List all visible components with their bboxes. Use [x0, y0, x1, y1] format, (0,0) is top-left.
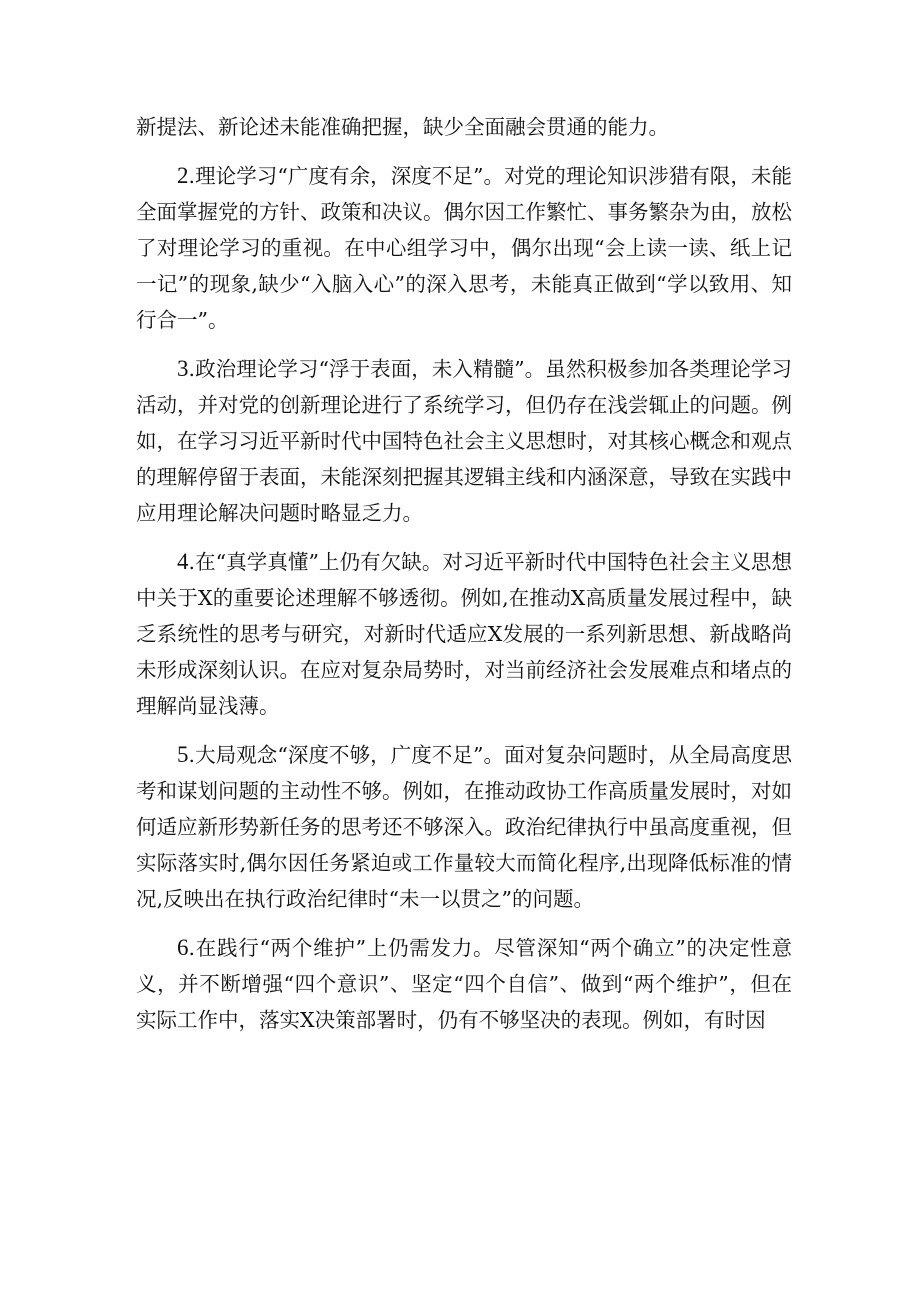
- paragraph-item-6: [136, 930, 792, 1038]
- paragraph-text: .大局观念“深度不够，广度不足”。面对复杂问题时，从全局高度思考和谋划问题的主动性不够。例如，在推动政协工作高质量发展时，对如何适应新形势新任务的思考还不够深入。政治纪律执行中虽高度重视，但实际落实时,偶尔因任务紧迫或工作量较大而简化程序,出现降低标准的情况,反映出在执行政治纪律时“未一以贯之”的问题。: [136, 743, 792, 911]
- paragraph-item-5: [136, 737, 792, 917]
- paragraph-text: .在“真学真懂”上仍有欠缺。对习近平新时代中国特色社会主义思想中关于X的重要论述理解不够透彻。例如,在推动X高质量发展过程中，缺乏系统性的思考与研究，对新时代适应X发展的一系列新思想、新战略尚未形成深刻认识。在应对复杂局势时，对当前经济社会发展难点和堵点的理解尚显浅薄。: [136, 550, 792, 718]
- paragraph-item-2: [136, 158, 792, 338]
- paragraph-text: .政治理论学习“浮于表面，未入精髓”。虽然积极参加各类理论学习活动，并对党的创新理论进行了系统学习，但仍存在浅尝辄止的问题。例如，在学习习近平新时代中国特色社会主义思想时，对其核心概念和观点的理解停留于表面，未能深刻把握其逻辑主线和内涵深意，导致在实践中应用理论解决问题时略显乏力。: [136, 357, 792, 525]
- paragraph-continuation: [136, 109, 792, 145]
- paragraph-item-4: [136, 544, 792, 724]
- paragraph-number: 2: [177, 163, 189, 188]
- paragraph-number: 3: [177, 356, 189, 381]
- paragraph-number: 4: [177, 549, 189, 574]
- paragraph-number: 6: [177, 935, 189, 960]
- document-body: [136, 109, 792, 1051]
- paragraph-text: .在践行“两个维护”上仍需发力。尽管深知“两个确立”的决定性意义，并不断增强“四个意识”、坚定“四个自信”、做到“两个维护”，但在实际工作中，落实X决策部署时，仍有不够坚决的表现。例如，有时因: [136, 936, 792, 1032]
- paragraph-item-3: [136, 351, 792, 531]
- paragraph-text: .理论学习“广度有余，深度不足”。对党的理论知识涉猎有限，未能全面掌握党的方针、政策和决议。偶尔因工作繁忙、事务繁杂为由，放松了对理论学习的重视。在中心组学习中，偶尔出现“会上读一读、纸上记一记”的现象,缺少“入脑入心”的深入思考，未能真正做到“学以致用、知行合一”。: [136, 164, 792, 332]
- paragraph-number: 5: [177, 742, 189, 767]
- paragraph-text: 新提法、新论述未能准确把握，缺少全面融会贯通的能力。: [136, 115, 669, 139]
